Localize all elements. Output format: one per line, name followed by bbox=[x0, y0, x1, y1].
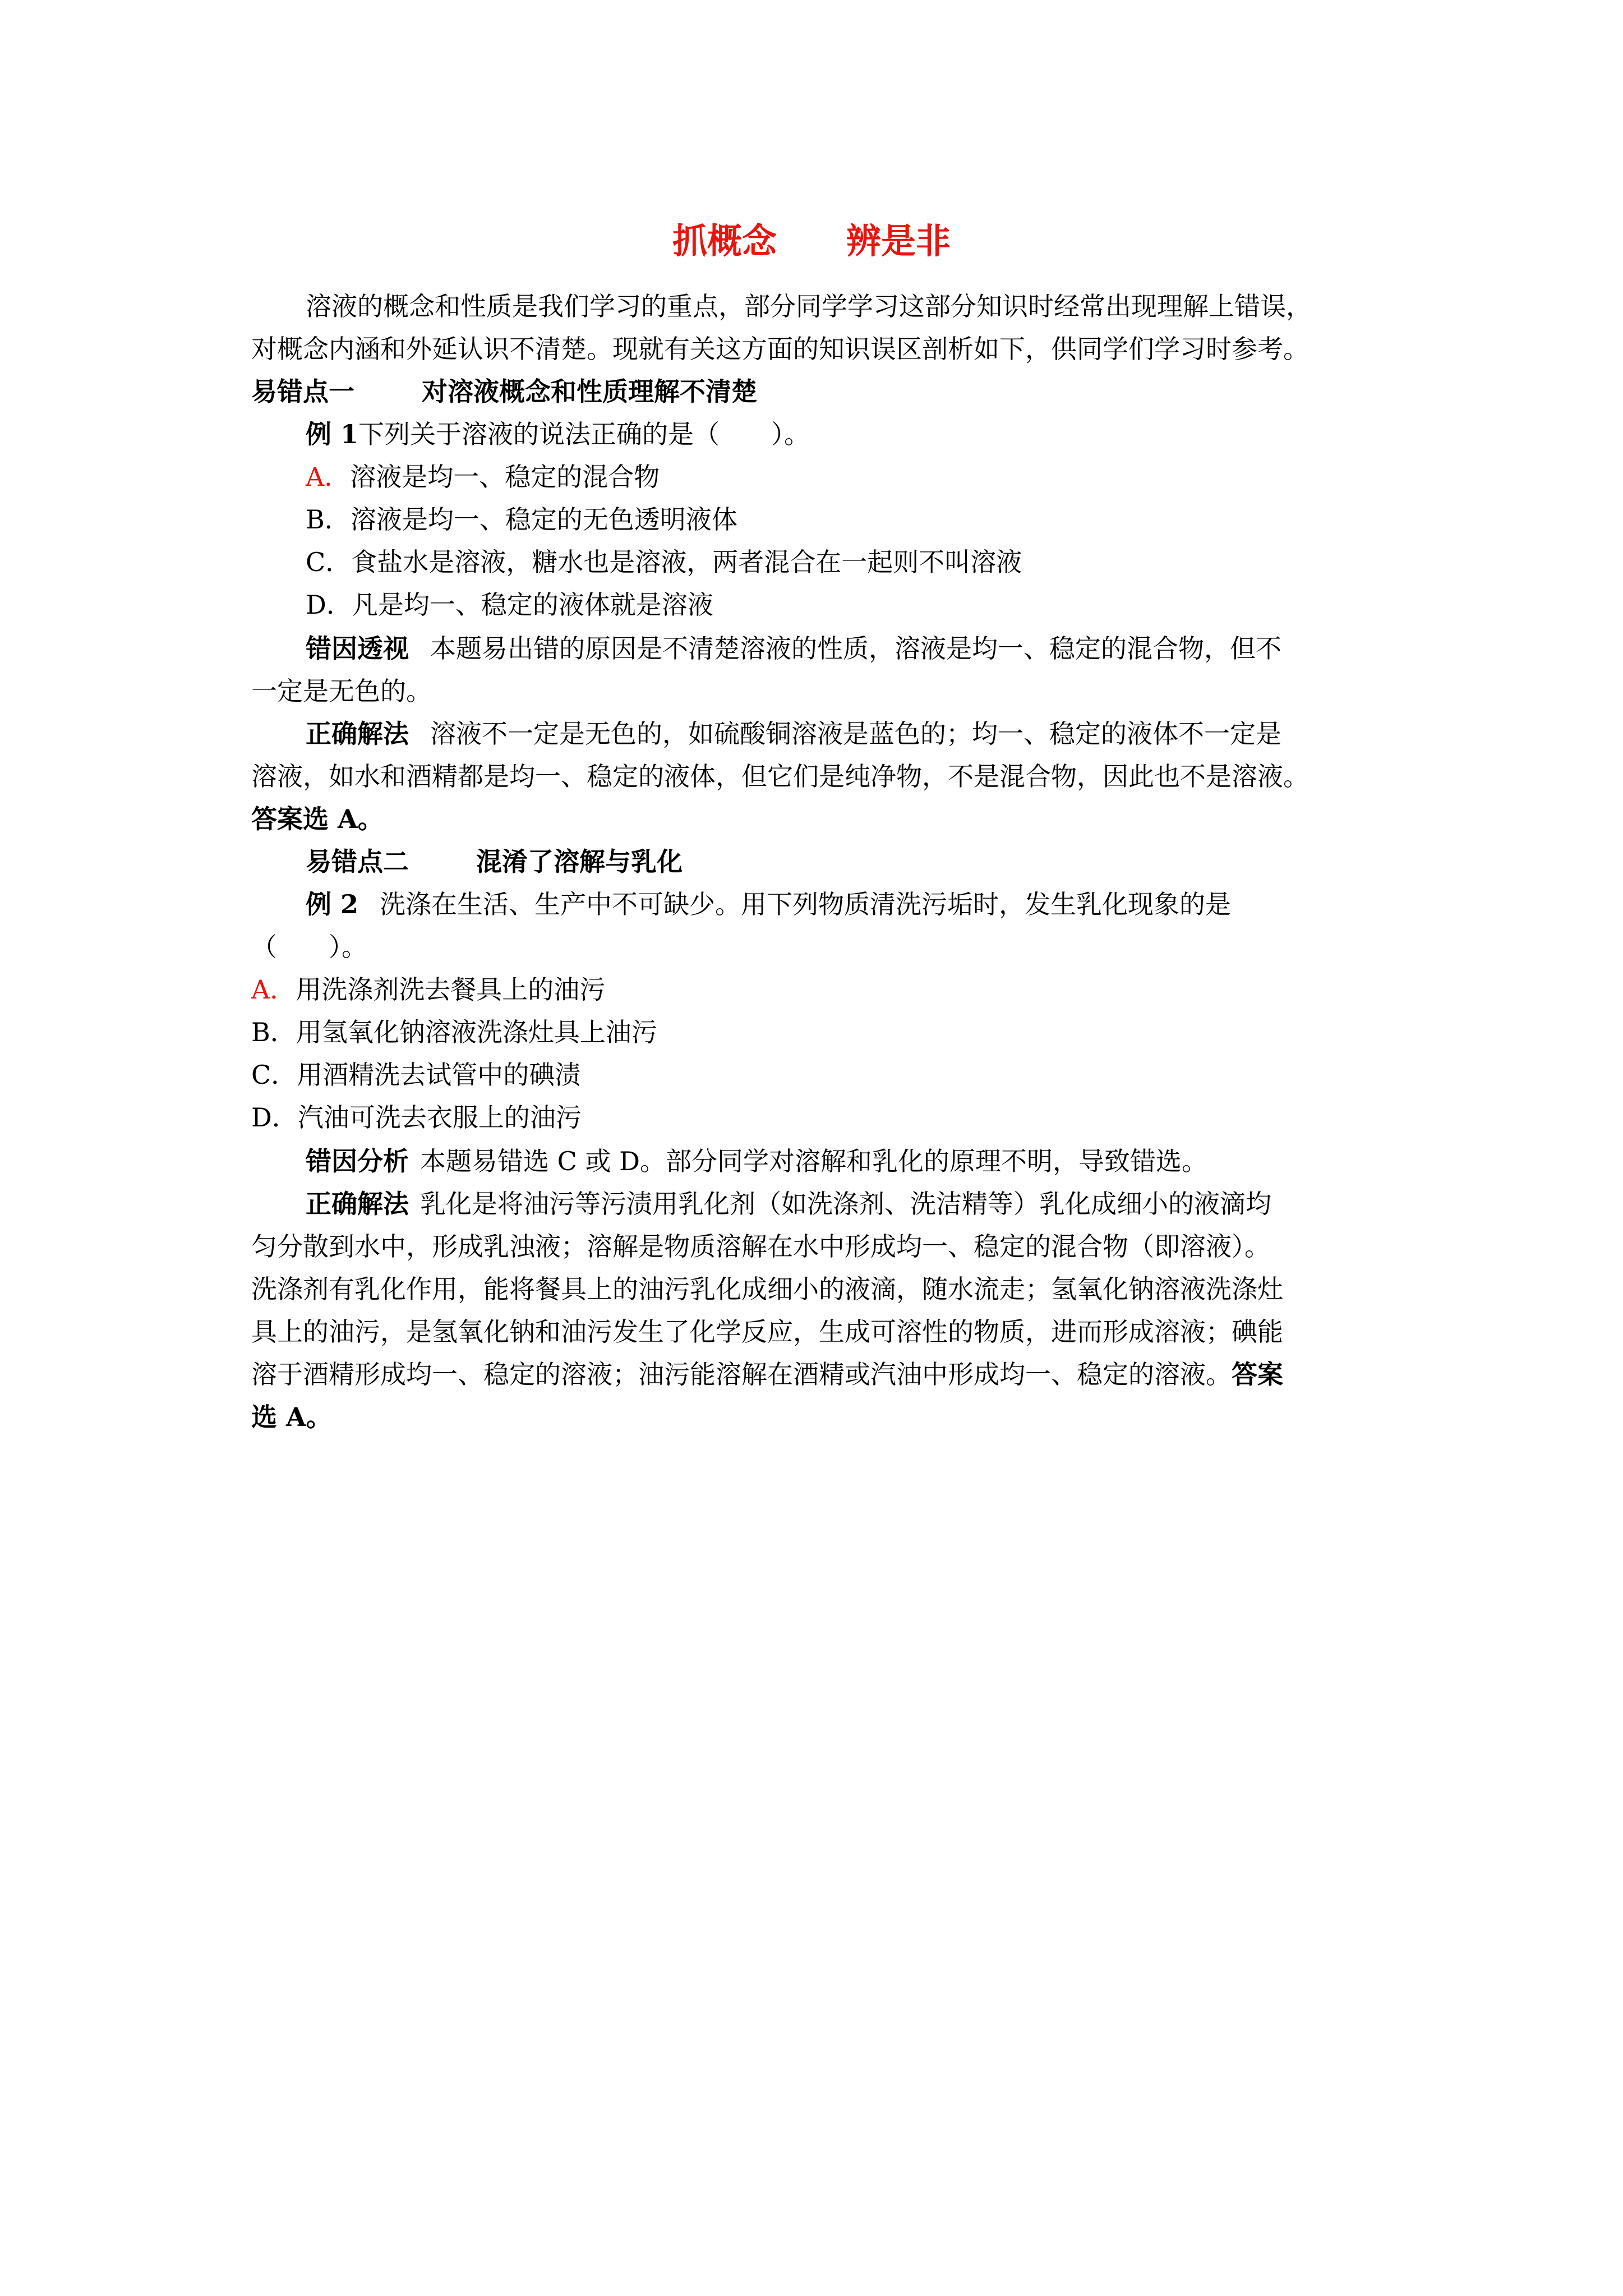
example2-option-c bbox=[251, 1053, 580, 1096]
section2-solution-line-5 bbox=[251, 1353, 1283, 1396]
example2-label: 例 2 bbox=[306, 889, 359, 919]
option-letter: D． bbox=[251, 1102, 298, 1133]
example1-text: 下列关于溶液的说法正确的是（ ）。 bbox=[358, 419, 810, 449]
example2-option-a bbox=[251, 968, 605, 1011]
section2-solution-line-2: 匀分散到水中，形成乳浊液；溶解是物质溶解在水中形成均一、稳定的混合物（即溶液）。 bbox=[251, 1231, 1270, 1262]
section1-solution-line-2: 溶液，如水和酒精都是均一、稳定的液体，但它们是纯净物，不是混合物，因此也不是溶液。 bbox=[251, 761, 1309, 792]
section2-solution-text: 乳化是将油污等污渍用乳化剂（如洗涤剂、洗洁精等）乳化成细小的液滴均 bbox=[420, 1189, 1271, 1219]
option-text: 食盐水是溶液，糖水也是溶液，两者混合在一起则不叫溶液 bbox=[351, 547, 1022, 577]
example2-question-line-2: （ ）。 bbox=[251, 932, 367, 962]
option-text: 汽油可洗去衣服上的油污 bbox=[297, 1102, 582, 1133]
example2-option-d bbox=[251, 1096, 582, 1139]
section2-solution-line-4: 具上的油污，是氢氧化钠和油污发生了化学反应，生成可溶性的物质，进而形成溶液；碘能 bbox=[251, 1317, 1283, 1347]
section2-solution-line-3: 洗涤剂有乳化作用，能将餐具上的油污乳化成细小的液滴，随水流走；氢氧化钠溶液洗涤灶 bbox=[251, 1274, 1283, 1304]
example2-text: 洗涤在生活、生产中不可缺少。用下列物质清洗污垢时，发生乳化现象的是 bbox=[380, 889, 1232, 919]
example1-question bbox=[306, 413, 810, 455]
example1-option-a bbox=[306, 455, 660, 498]
section1-solution bbox=[306, 712, 1281, 755]
option-text: 凡是均一、稳定的液体就是溶液 bbox=[352, 590, 713, 620]
section2-error-analysis bbox=[306, 1140, 1207, 1182]
example2-question bbox=[306, 883, 1231, 926]
option-letter: A． bbox=[251, 974, 296, 1005]
option-letter: C． bbox=[251, 1060, 297, 1090]
section2-answer-part-1: 答案 bbox=[1232, 1359, 1283, 1389]
section2-solution-line-5-text: 溶于酒精形成均一、稳定的溶液；油污能溶解在酒精或汽油中形成均一、稳定的溶液。 bbox=[251, 1359, 1232, 1389]
option-letter: B． bbox=[251, 1017, 296, 1047]
option-letter: B． bbox=[306, 504, 351, 535]
example1-option-c bbox=[306, 541, 1022, 583]
section1-error-text: 本题易出错的原因是不清楚溶液的性质，溶液是均一、稳定的混合物，但不 bbox=[430, 633, 1281, 664]
section2-solution-label: 正确解法 bbox=[306, 1189, 409, 1219]
section1-error-analysis bbox=[306, 627, 1281, 670]
section1-heading-label: 易错点一 bbox=[251, 376, 354, 407]
option-letter: D． bbox=[306, 590, 352, 620]
option-text: 用氢氧化钠溶液洗涤灶具上油污 bbox=[296, 1017, 657, 1047]
option-letter: C． bbox=[306, 547, 352, 577]
example1-option-b bbox=[306, 498, 737, 541]
option-text: 溶液是均一、稳定的混合物 bbox=[350, 462, 660, 492]
intro-line-2: 对概念内涵和外延认识不清楚。现就有关这方面的知识误区剖析如下，供同学们学习时参考。 bbox=[251, 334, 1309, 364]
document-title: 抓概念 辨是非 bbox=[672, 220, 951, 261]
intro-line-1: 溶液的概念和性质是我们学习的重点，部分同学学习这部分知识时经常出现理解上错误， bbox=[306, 291, 1312, 321]
section1-solution-label: 正确解法 bbox=[306, 719, 409, 749]
section1-heading bbox=[251, 370, 757, 413]
section2-heading-text: 混淆了溶解与乳化 bbox=[476, 846, 683, 877]
option-letter: A． bbox=[306, 462, 351, 492]
section2-answer-part-2: 选 A。 bbox=[251, 1402, 332, 1432]
section1-heading-text: 对溶液概念和性质理解不清楚 bbox=[422, 376, 757, 407]
example1-option-d bbox=[306, 583, 713, 626]
section1-error-label: 错因透视 bbox=[306, 633, 409, 664]
example1-label: 例 1 bbox=[306, 419, 359, 449]
section1-error-line-2: 一定是无色的。 bbox=[251, 676, 432, 706]
section2-heading bbox=[306, 840, 683, 883]
section2-heading-label: 易错点二 bbox=[306, 846, 409, 877]
section2-error-text: 本题易错选 C 或 D。部分同学对溶解和乳化的原理不明，导致错选。 bbox=[420, 1146, 1207, 1176]
option-text: 溶液是均一、稳定的无色透明液体 bbox=[350, 504, 737, 535]
option-text: 用酒精洗去试管中的碘渍 bbox=[297, 1060, 581, 1090]
section2-solution bbox=[306, 1182, 1271, 1225]
option-text: 用洗涤剂洗去餐具上的油污 bbox=[296, 974, 606, 1005]
section1-answer: 答案选 A。 bbox=[251, 804, 384, 834]
example2-option-b bbox=[251, 1011, 657, 1053]
section2-error-label: 错因分析 bbox=[306, 1146, 409, 1176]
section1-solution-text: 溶液不一定是无色的，如硫酸铜溶液是蓝色的；均一、稳定的液体不一定是 bbox=[430, 719, 1281, 749]
